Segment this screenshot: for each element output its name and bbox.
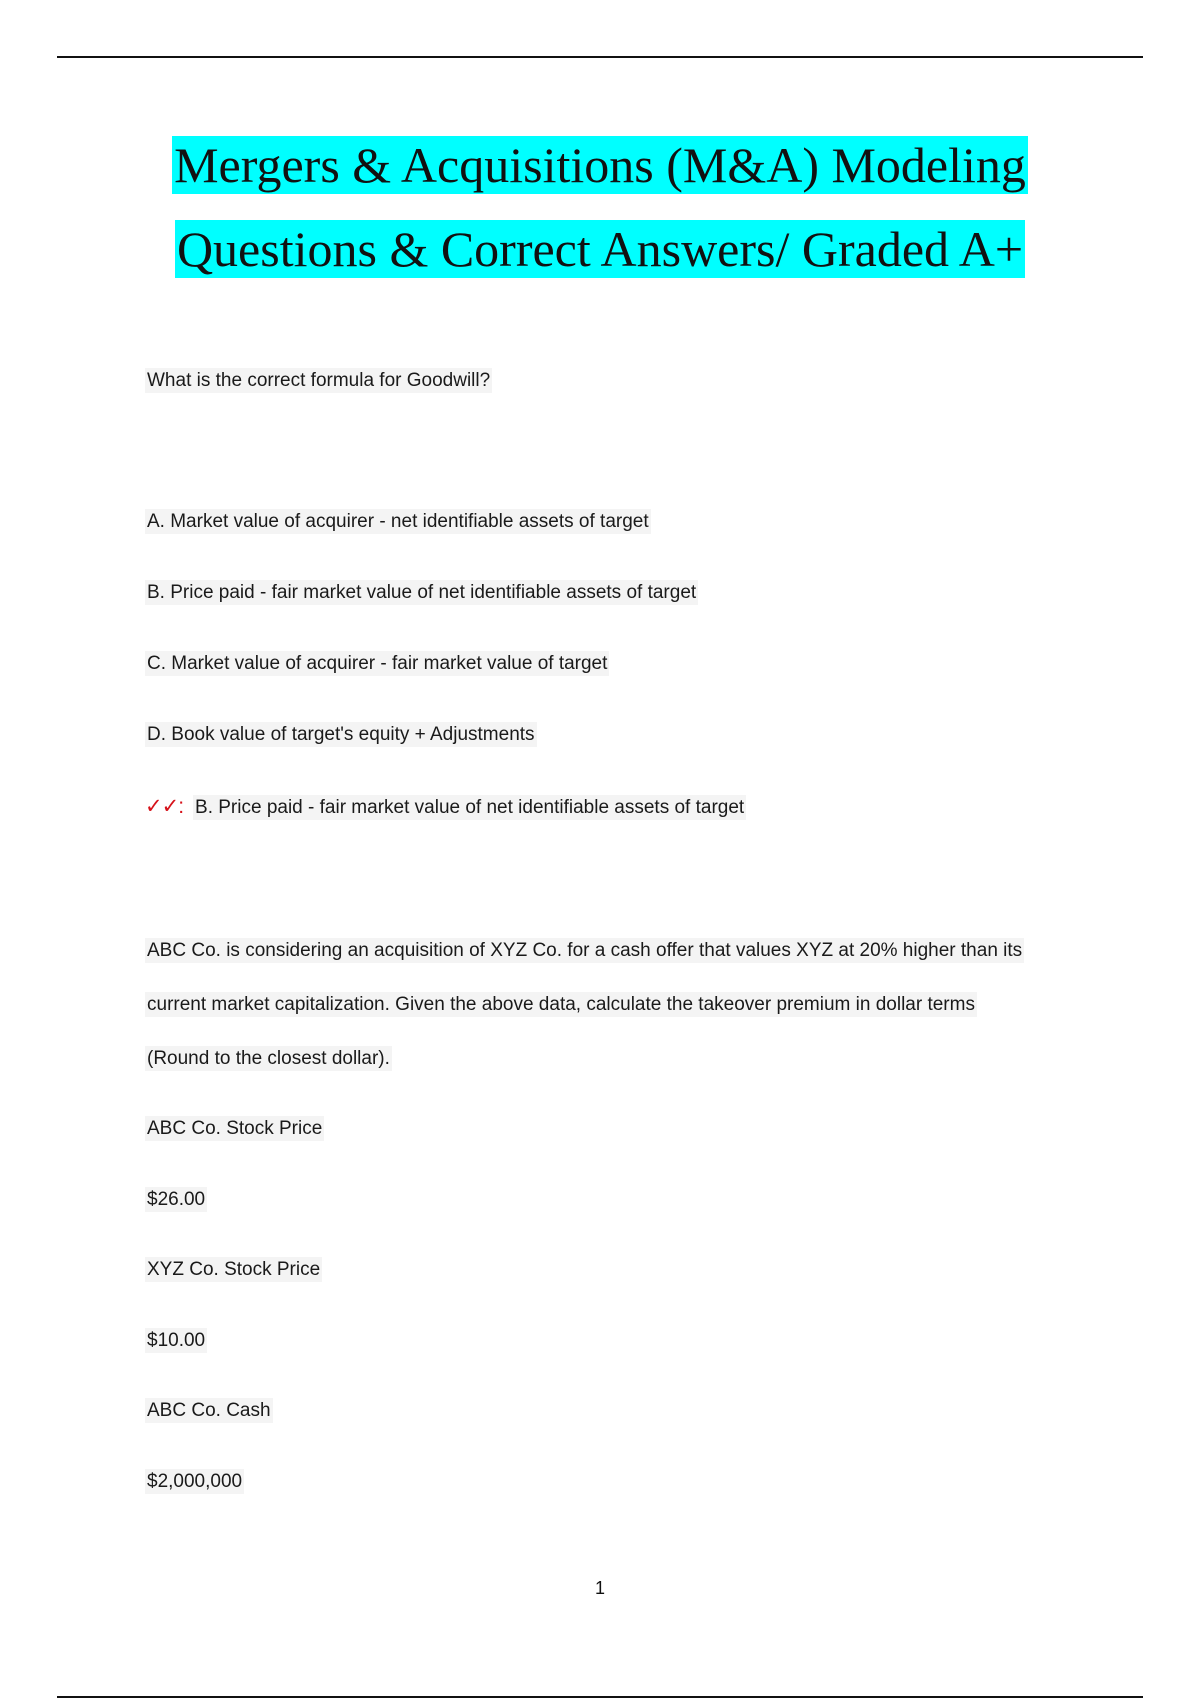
data-label-abc-cash: ABC Co. Cash [147,1400,271,1421]
question-2-prompt-line-2: current market capitalization. Given the above data, calculate the takeover premium in dollar terms [147,994,975,1015]
double-check-icon: ✓✓: [145,795,184,818]
data-value-abc-cash: $2,000,000 [147,1471,243,1492]
title-line-1: Mergers & Acquisitions (M&A) Modeling [174,137,1026,193]
title-line-2: Questions & Correct Answers/ Graded A+ [176,221,1024,277]
data-label-xyz-stock-price: XYZ Co. Stock Price [147,1259,321,1280]
header-rule [57,56,1143,58]
data-label-abc-stock-price: ABC Co. Stock Price [147,1118,323,1139]
question-1-option-c: C. Market value of acquirer - fair market value of target [147,653,608,674]
page-number: 1 [594,1578,605,1598]
data-value-xyz-stock-price: $10.00 [147,1330,206,1351]
question-1-option-b: B. Price paid - fair market value of net identifiable assets of target [147,582,697,603]
document-title [0,136,1200,278]
data-value-abc-stock-price: $26.00 [147,1189,206,1210]
question-1-option-d: D. Book value of target's equity + Adjustments [147,724,535,745]
question-1-option-a: A. Market value of acquirer - net identifiable assets of target [147,511,649,532]
answer-text: B. Price paid - fair market value of net identifiable assets of target [195,797,745,818]
question-1-answer [145,795,746,820]
question-2-prompt-line-3: (Round to the closest dollar). [147,1048,390,1069]
question-1-prompt: What is the correct formula for Goodwill? [147,370,491,391]
footer-rule [57,1696,1143,1698]
question-2-prompt-line-1: ABC Co. is considering an acquisition of XYZ Co. for a cash offer that values XYZ at 20% higher than its [147,940,1023,961]
